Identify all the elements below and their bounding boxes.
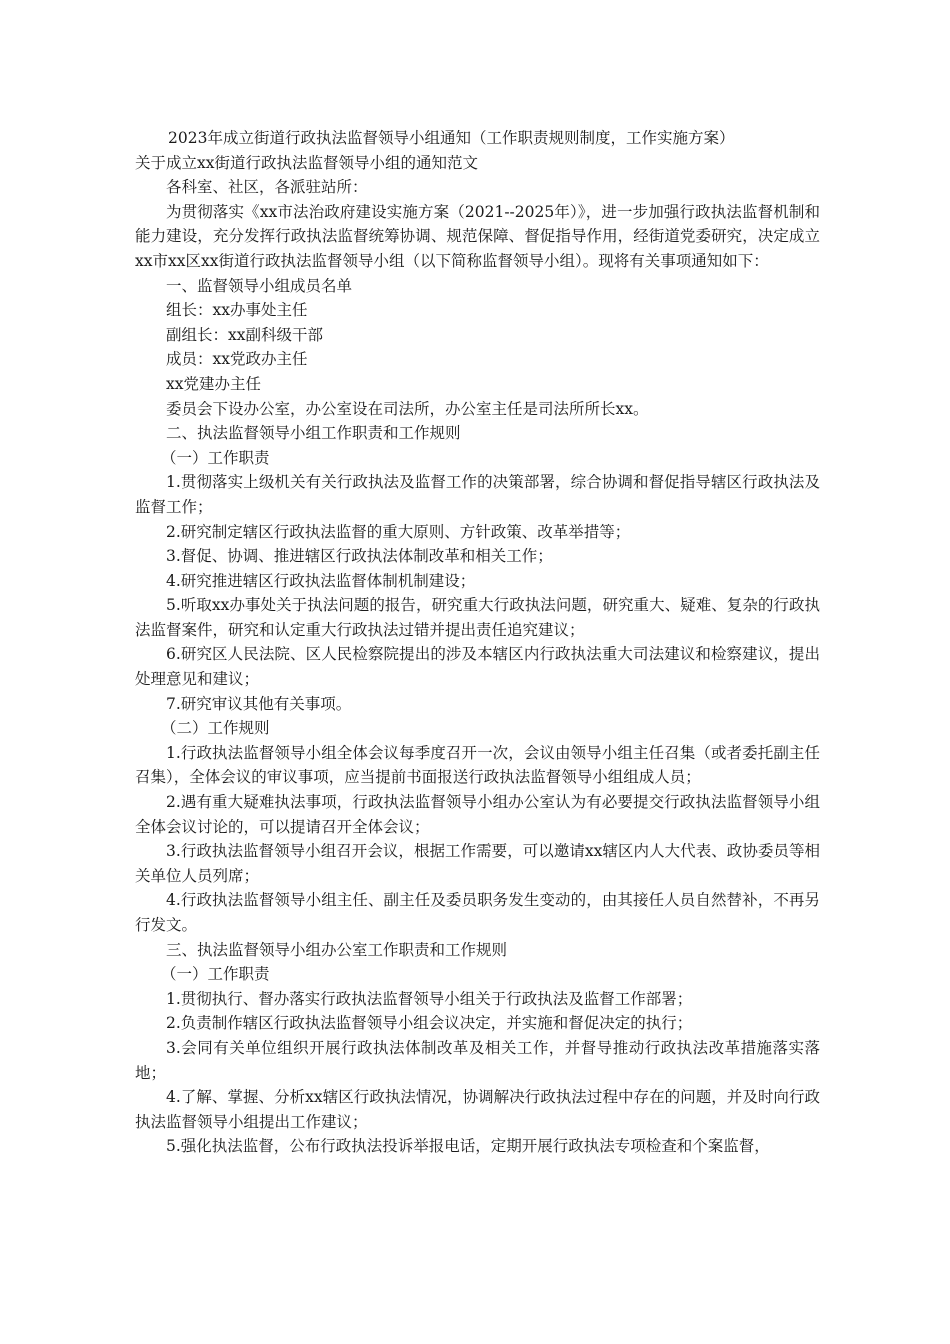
section3-duty-item: 1.贯彻执行、督办落实行政执法监督领导小组关于行政执法及监督工作部署；: [166, 989, 693, 1008]
section3-duty-item: 4.了解、掌握、分析xx辖区行政执法情况，协调解决行政执法过程中存在的问题，并及时向行政执法监督领导小组提出工作建议；: [135, 1088, 820, 1131]
section3-heading: 三、执法监督领导小组办公室工作职责和工作规则: [166, 940, 508, 959]
document-title: 2023年成立街道行政执法监督领导小组通知（工作职责规则制度，工作实施方案）: [168, 129, 735, 147]
section2-duty-item: 3.督促、协调、推进辖区行政执法体制改革和相关工作；: [166, 547, 553, 566]
section2-duty-item: 4.研究推进辖区行政执法监督体制机制建设；: [166, 571, 476, 590]
member2-line: xx党建办主任: [166, 374, 261, 393]
section2-heading: 二、执法监督领导小组工作职责和工作规则: [166, 424, 461, 443]
deputy-line: 副组长：xx副科级干部: [166, 325, 323, 344]
salutation: 各科室、社区，各派驻站所：: [166, 178, 368, 197]
member-line: 成员：xx党政办主任: [166, 350, 308, 369]
section1-heading: 一、监督领导小组成员名单: [166, 276, 353, 295]
section2-rule-item: 2.遇有重大疑难执法事项，行政执法监督领导小组办公室认为有必要提交行政执法监督领导小组全体会议讨论的，可以提请召开全体会议；: [135, 793, 820, 836]
section2-rules-heading: （二）工作规则: [161, 719, 270, 738]
section2-duty-item: 6.研究区人民法院、区人民检察院提出的涉及本辖区内行政执法重大司法建议和检察建议，提出处理意见和建议；: [135, 645, 820, 689]
section2-duty-item: 7.研究审议其他有关事项。: [166, 694, 352, 713]
section3-duty-item: 2.负责制作辖区行政执法监督领导小组会议决定，并实施和督促决定的执行；: [166, 1014, 693, 1033]
document-subtitle: 关于成立xx街道行政执法监督领导小组的通知范文: [135, 153, 478, 172]
intro-paragraph: 为贯彻落实《xx市法治政府建设实施方案（2021--2025年）》，进一步加强行政执法监督机制和能力建设，充分发挥行政执法监督统筹协调、规范保障、督促指导作用，经街道党委研究，决定成立xx市xx区xx街道行政执法监督领导小组（以下简称监督领导小组）。现将有关事项通知如下：: [135, 202, 820, 270]
section3-duty-item: 3.会同有关单位组织开展行政执法体制改革及相关工作，并督导推动行政执法改革措施落实落地；: [135, 1038, 820, 1082]
section2-rule-item: 1.行政执法监督领导小组全体会议每季度召开一次，会议由领导小组主任召集（或者委托副主任召集），全体会议的审议事项，应当提前书面报送行政执法监督领导小组组成人员；: [135, 743, 820, 787]
section2-rule-item: 3.行政执法监督领导小组召开会议，根据工作需要，可以邀请xx辖区内人大代表、政协委员等相关单位人员列席；: [135, 842, 820, 885]
section2-duties-heading: （一）工作职责: [161, 448, 270, 467]
section2-duty-item: 5.听取xx办事处关于执法问题的报告，研究重大行政执法问题，研究重大、疑难、复杂的行政执法监督案件，研究和认定重大行政执法过错并提出责任追究建议；: [135, 596, 820, 639]
section2-duty-item: 2.研究制定辖区行政执法监督的重大原则、方针政策、改革举措等；: [166, 522, 631, 541]
section3-duty-item: 5.强化执法监督，公布行政执法投诉举报电话，定期开展行政执法专项检查和个案监督，: [166, 1137, 770, 1156]
leader-line: 组长：xx办事处主任: [166, 301, 308, 320]
document-page: [135, 126, 820, 1159]
section2-rule-item: 4.行政执法监督领导小组主任、副主任及委员职务发生变动的，由其接任人员自然替补，不再另行发文。: [135, 891, 820, 934]
section3-duties-heading: （一）工作职责: [161, 965, 270, 984]
office-line: 委员会下设办公室，办公室设在司法所，办公室主任是司法所所长xx。: [166, 399, 649, 418]
section2-duty-item: 1.贯彻落实上级机关有关行政执法及监督工作的决策部署，综合协调和督促指导辖区行政执法及监督工作；: [135, 473, 820, 516]
